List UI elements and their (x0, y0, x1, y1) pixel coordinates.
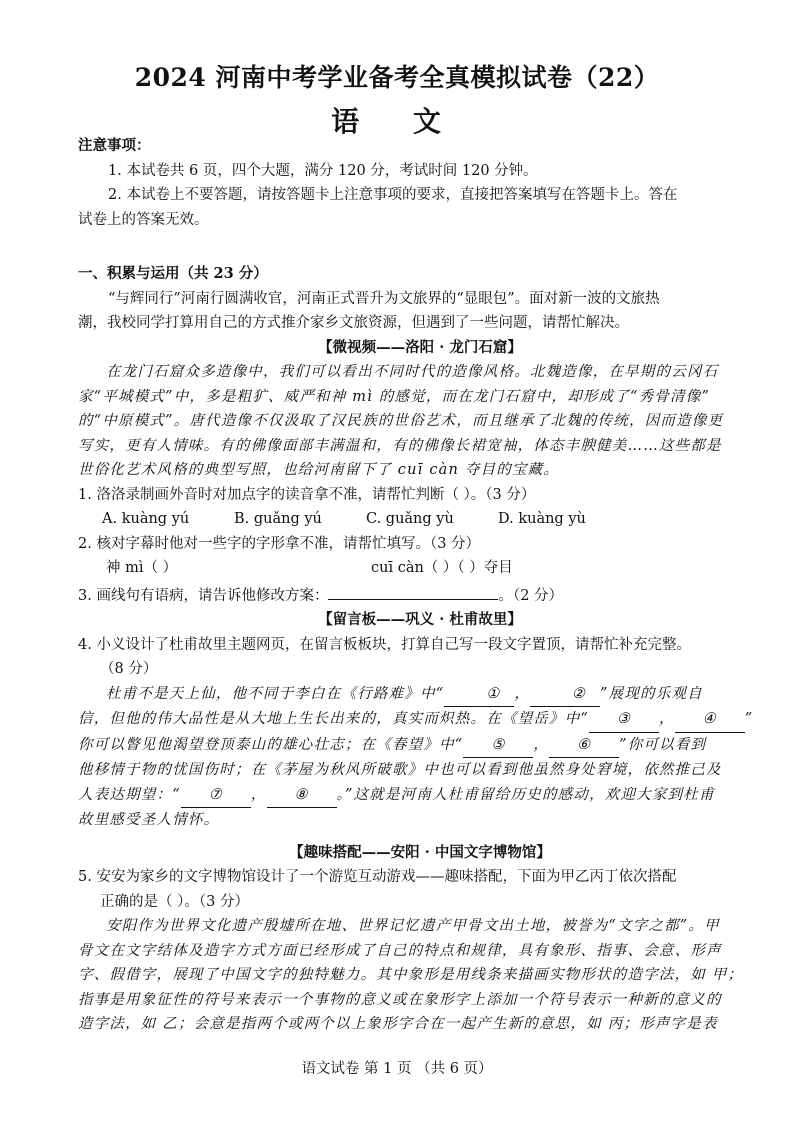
question-text: 3. 画线句有语病，请告诉他修改方案： (78, 587, 329, 604)
passage-line (78, 707, 762, 733)
blank-2: ② (530, 682, 600, 708)
question-text: 5. 安安为家乡的文字博物馆设计了一个游览互动游戏——趣味搭配，下面为甲乙丙丁依次搭配 (78, 869, 677, 885)
subject-title: 语 文 (331, 105, 463, 138)
passage-text: ”你可以看到 (619, 736, 707, 753)
passage-line: 世俗化艺术风格的典型写照，也给河南留下了 cuī càn 夺目的宝藏。 (78, 462, 560, 478)
handwritten-passage (78, 682, 762, 833)
box-title: 【趣味搭配——安阳 · 中国文字博物馆】 (289, 843, 551, 861)
passage-text: 人表达期望：“ (78, 786, 181, 803)
question-text: 正确的是（ ）。（3 分） (100, 893, 249, 910)
passage-line: 家“平城模式”中，多是粗犷、威严和神 mì 的感觉，而在龙门石窟中，却形成了“秀骨清像” (78, 388, 711, 405)
blank-5: ⑤ (463, 733, 533, 759)
passage-line: 的“中原模式”。唐代造像不仅汲取了汉民族的世俗艺术，而且继承了北魏的传统，因而造像更 (78, 413, 724, 429)
passage-line (78, 733, 762, 759)
question-3 (78, 581, 762, 609)
exam-title: 2024 河南中考学业备考全真模拟试卷（22） (134, 63, 660, 92)
section-intro-line: “与辉同行”河南行圆满收官，河南正式晋升为文旅界的“显眼包”。面对新一波的文旅热 (108, 290, 660, 307)
handwritten-passage (78, 360, 762, 483)
fill-left: 神 mì（ ） (106, 560, 178, 576)
box-title: 【微视频——洛阳 · 龙门石窟】 (318, 338, 522, 356)
passage-text: ， (533, 736, 550, 753)
passage-text: 你可以瞥见他渴望登顶泰山的雄心壮志；在《春望》中“ (78, 736, 464, 753)
passage-text: ， (659, 711, 675, 727)
passage-line: 安阳作为世界文化遗产殷墟所在地、世界记忆遗产甲骨文出土地，被誉为“文字之都”。甲 (106, 918, 720, 934)
question-options (78, 507, 762, 532)
passage-line (78, 783, 762, 809)
question-text: 4. 小义设计了杜甫故里主题网页，在留言板板块，打算自己写一段文字置顶，请帮忙补充完整。 (78, 636, 691, 653)
note-item: 1. 本试卷共 6 页，四个大题，满分 120 分，考试时间 120 分钟。 (108, 162, 538, 179)
box-title: 【留言板——巩义 · 杜甫故里】 (318, 611, 522, 628)
passage-text: ， (250, 786, 267, 803)
blank-7: ⑦ (181, 783, 251, 809)
section-heading: 一、积累与运用（共 23 分） (78, 265, 268, 282)
blank-6: ⑥ (549, 733, 619, 759)
passage-line (78, 682, 762, 708)
answer-blank (328, 581, 498, 600)
passage-line: 他移情于物的忧国伤时；在《茅屋为秋风所破歌》中也可以看到他虽然身处窘境，依然推己及 (78, 762, 722, 778)
passage-line: 字、假借字，展现了中国文字的独特魅力。其中象形是用线条来描画实物形状的造字法，如 甲； (78, 967, 744, 983)
question-text: 1. 洛洛录制画外音时对加点字的读音拿不准，请帮忙判断（ ）。（3 分） (78, 486, 536, 503)
note-item: 试卷上的答案无效。 (78, 211, 209, 228)
passage-line: 造字法，如 乙；会意是指两个或两个以上象形字合在一起产生新的意思，如 丙；形声字是表 (78, 1016, 718, 1032)
passage-line: 故里感受圣人情怀。 (78, 812, 220, 828)
section-intro-line: 潮，我校同学打算用自己的方式推介家乡文旅资源，但遇到了一些问题，请帮忙解决。 (78, 315, 629, 331)
question-text: 2. 核对字幕时他对一些字的字形拿不准，请帮忙填写。（3 分） (78, 535, 481, 552)
fill-right: cuī càn（ ）（ ）夺目 (371, 560, 513, 576)
blank-3: ③ (589, 707, 659, 733)
blank-8: ⑧ (267, 783, 337, 809)
page-footer: 语文试卷 第 1 页 （共 6 页） (301, 1061, 493, 1077)
passage-line: 骨文在文字结体及造字方式方面已经形成了自己的特点和规律，具有象形、指事、会意、形声 (78, 942, 722, 959)
option-d: D. kuàng yù (498, 511, 586, 527)
exam-body (78, 134, 762, 1037)
passage-text: 信，但他的伟大品性是从大地上生长出来的，真实而炽热。在《望岳》中“ (78, 711, 590, 727)
passage-text: 杜甫不是天上仙，他不同于李白在《行路难》中“ (106, 685, 445, 702)
passage-text: ”展现的乐观自 (600, 685, 703, 702)
question-tail: 。（2 分） (498, 587, 564, 604)
passage-text: ” (744, 711, 754, 727)
passage-line: 写实，更有人情味。有的佛像面部丰满温和，有的佛像长裙宽袖，体态丰腴健美……这些都是 (78, 437, 722, 454)
passage-text: 。”这就是河南人杜甫留给历史的感动，欢迎大家到杜甫 (336, 786, 715, 803)
notes-heading: 注意事项： (78, 137, 151, 154)
question-fill-row (78, 556, 762, 581)
blank-1: ① (444, 682, 514, 708)
handwritten-passage (78, 914, 762, 1037)
option-b: B. guǎng yú (234, 511, 322, 527)
option-c: C. guǎng yù (366, 511, 454, 527)
question-text: （8 分） (100, 661, 158, 677)
passage-line: 在龙门石窟众多造像中，我们可以看出不同时代的造像风格。北魏造像，在早期的云冈石 (106, 364, 719, 380)
blank-4: ④ (675, 707, 745, 733)
note-item: 2. 本试卷上不要答题，请按答题卡上注意事项的要求，直接把答案填写在答题卡上。答在 (108, 187, 678, 203)
passage-text: ， (514, 685, 531, 702)
passage-line: 指事是用象征性的符号来表示一个事物的意义或在象形字上添加一个符号表示一种新的意义的 (78, 991, 722, 1008)
option-a: A. kuàng yú (102, 511, 190, 527)
